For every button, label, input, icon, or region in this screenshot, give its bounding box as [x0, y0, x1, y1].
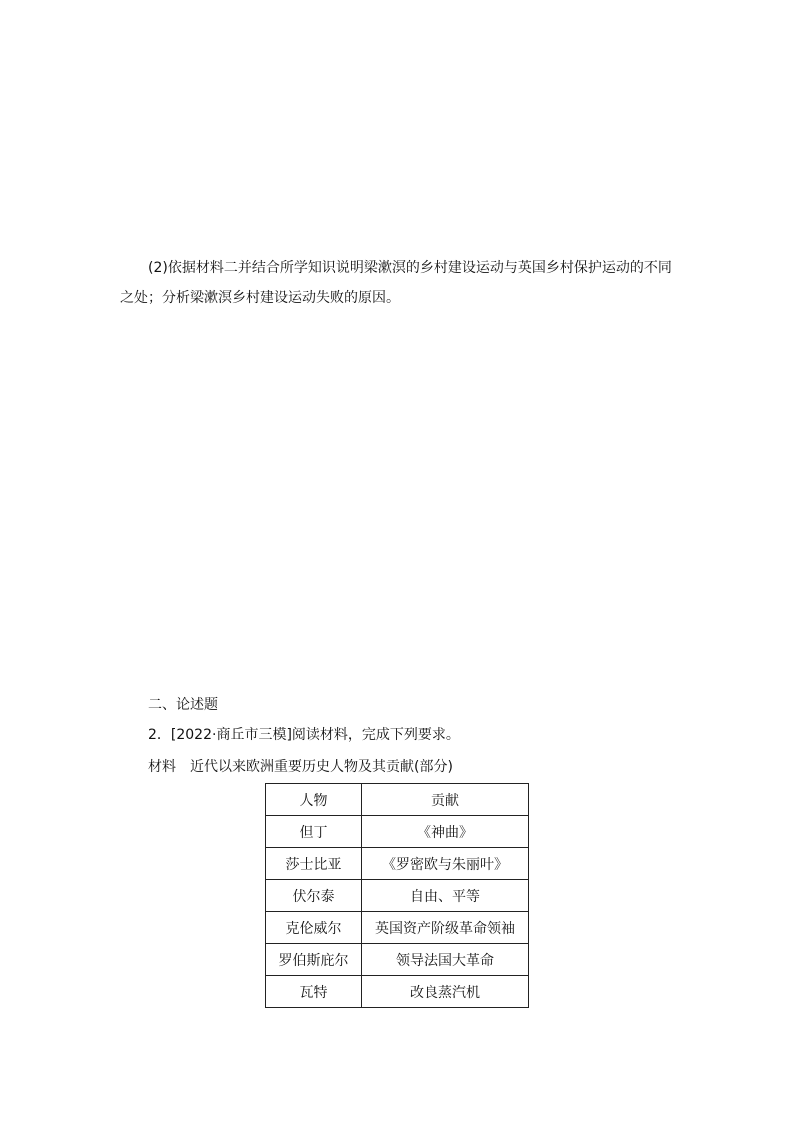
figure-cell: 克伦威尔: [266, 912, 362, 944]
contribution-cell: 自由、平等: [362, 880, 529, 912]
figure-cell: 但丁: [266, 816, 362, 848]
contribution-cell: 《神曲》: [362, 816, 529, 848]
question-2-part-2-line-1: (2)依据材料二并结合所学知识说明梁漱溟的乡村建设运动与英国乡村保护运动的不同: [148, 260, 672, 276]
figure-cell: 伏尔泰: [266, 880, 362, 912]
table-row: [266, 944, 529, 976]
section-heading: 二、论述题: [148, 697, 218, 713]
figure-cell: 莎士比亚: [266, 848, 362, 880]
historical-figures-table: [265, 783, 529, 1008]
table-header-row: [266, 784, 529, 816]
material-caption: [148, 757, 453, 777]
figure-cell: 罗伯斯庇尔: [266, 944, 362, 976]
table-row: [266, 848, 529, 880]
question-2-part-2-line-2: 之处；分析梁漱溟乡村建设运动失败的原因。: [120, 290, 400, 306]
material-label: 材料: [148, 759, 176, 775]
material-caption-text: 近代以来欧洲重要历史人物及其贡献(部分): [190, 759, 453, 775]
contribution-cell: 改良蒸汽机: [362, 976, 529, 1008]
contribution-cell: 英国资产阶级革命领袖: [362, 912, 529, 944]
table-row: [266, 880, 529, 912]
question-2-prompt: 2．[2022·商丘市三模]阅读材料，完成下列要求。: [148, 727, 460, 743]
table-row: [266, 976, 529, 1008]
table-row: [266, 912, 529, 944]
contribution-cell: 《罗密欧与朱丽叶》: [362, 848, 529, 880]
contribution-cell: 领导法国大革命: [362, 944, 529, 976]
column-header-figure: 人物: [266, 784, 362, 816]
table-row: [266, 816, 529, 848]
column-header-contribution: 贡献: [362, 784, 529, 816]
figure-cell: 瓦特: [266, 976, 362, 1008]
